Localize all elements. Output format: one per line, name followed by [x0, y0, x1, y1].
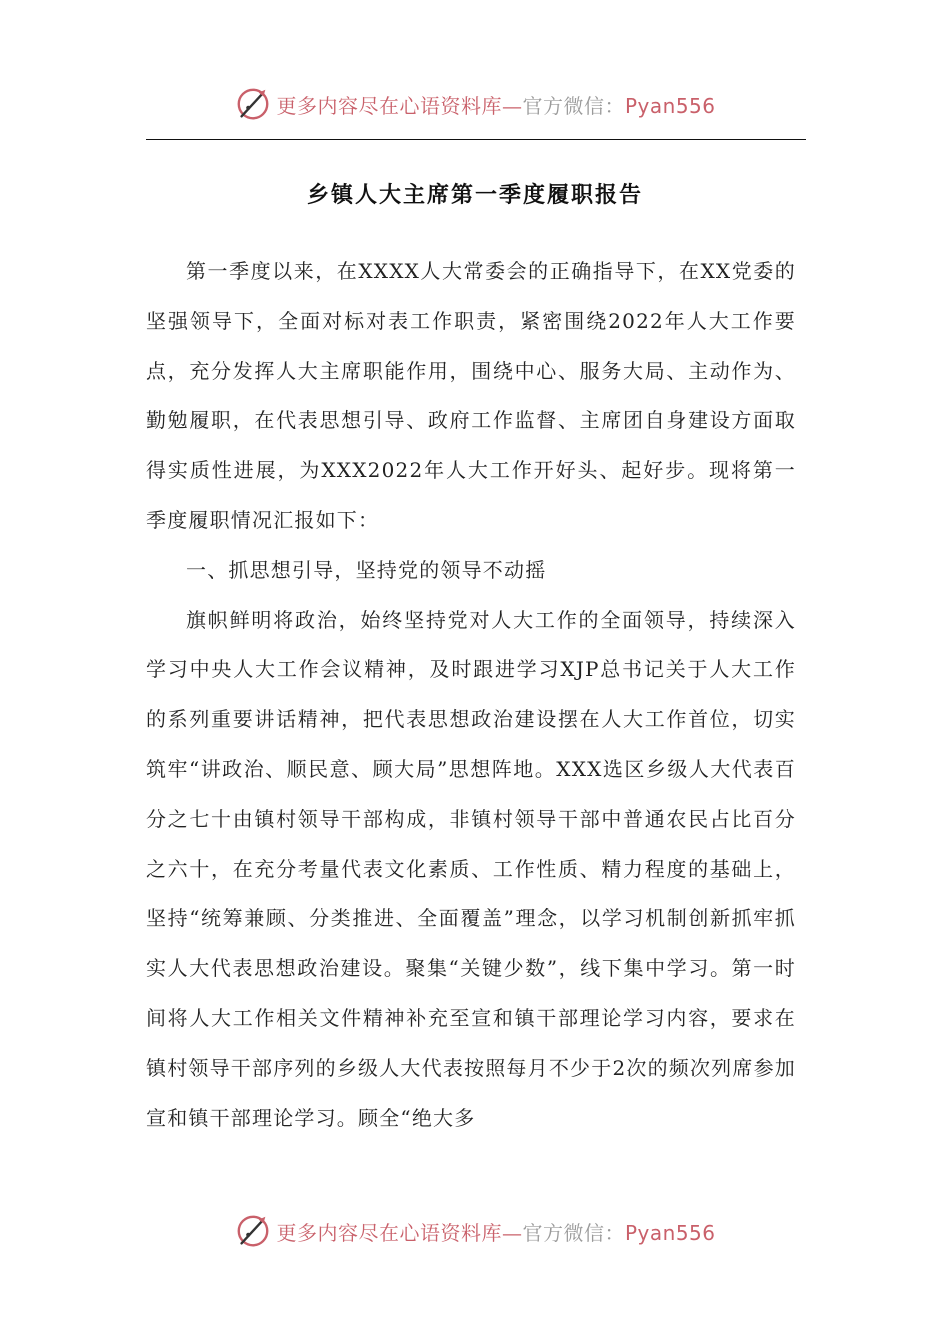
- watermark-text: 更多内容尽在心语资料库—官方微信：Pyan556: [276, 1220, 716, 1245]
- document-title: 乡镇人大主席第一季度履职报告: [306, 182, 643, 208]
- pen-logo-icon: [234, 85, 272, 123]
- paragraph-section-1: 旗帜鲜明将政治，始终坚持党对人大工作的全面领导，持续深入学习中央人大工作会议精神，及时跟进学习XJP总书记关于人大工作的系列重要讲话精神，把代表思想政治建设摆在人大工作首位，切实筑牢“讲政治、顺民意、顾大局”思想阵地。XXX选区乡级人大代表百分之七十由镇村领导干部构成，非镇村领导干部中普通农民占比百分之六十，在充分考量代表文化素质、工作性质、精力程度的基础上，坚持“统筹兼顾、分类推进、全面覆盖”理念，以学习机制创新抓牢抓实人大代表思想政治建设。聚集“关键少数”，线下集中学习。第一时间将人大工作相关文件精神补充至宣和镇干部理论学习内容，要求在镇村领导干部序列的乡级人大代表按照每月不少于2次的频次列席参加宣和镇干部理论学习。顾全“绝大多: [146, 607, 796, 1130]
- document-body: [146, 247, 796, 1143]
- paragraph-intro: 第一季度以来，在XXXX人大常委会的正确指导下，在XX党委的坚强领导下，全面对标对表工作职责，紧密围绕2022年人大工作要点，充分发挥人大主席职能作用，围绕中心、服务大局、主动作为、勤勉履职，在代表思想引导、政府工作监督、主席团自身建设方面取得实质性进展，为XXX2022年人大工作开好头、起好步。现将第一季度履职情况汇报如下：: [146, 259, 796, 532]
- pen-logo-icon: [234, 1212, 272, 1250]
- header-divider: [146, 139, 806, 140]
- section-heading-1: 一、抓思想引导，坚持党的领导不动摇: [186, 557, 547, 582]
- footer-watermark: [0, 1211, 950, 1251]
- header-watermark: [0, 84, 950, 124]
- watermark-text: 更多内容尽在心语资料库—官方微信：Pyan556: [276, 93, 716, 118]
